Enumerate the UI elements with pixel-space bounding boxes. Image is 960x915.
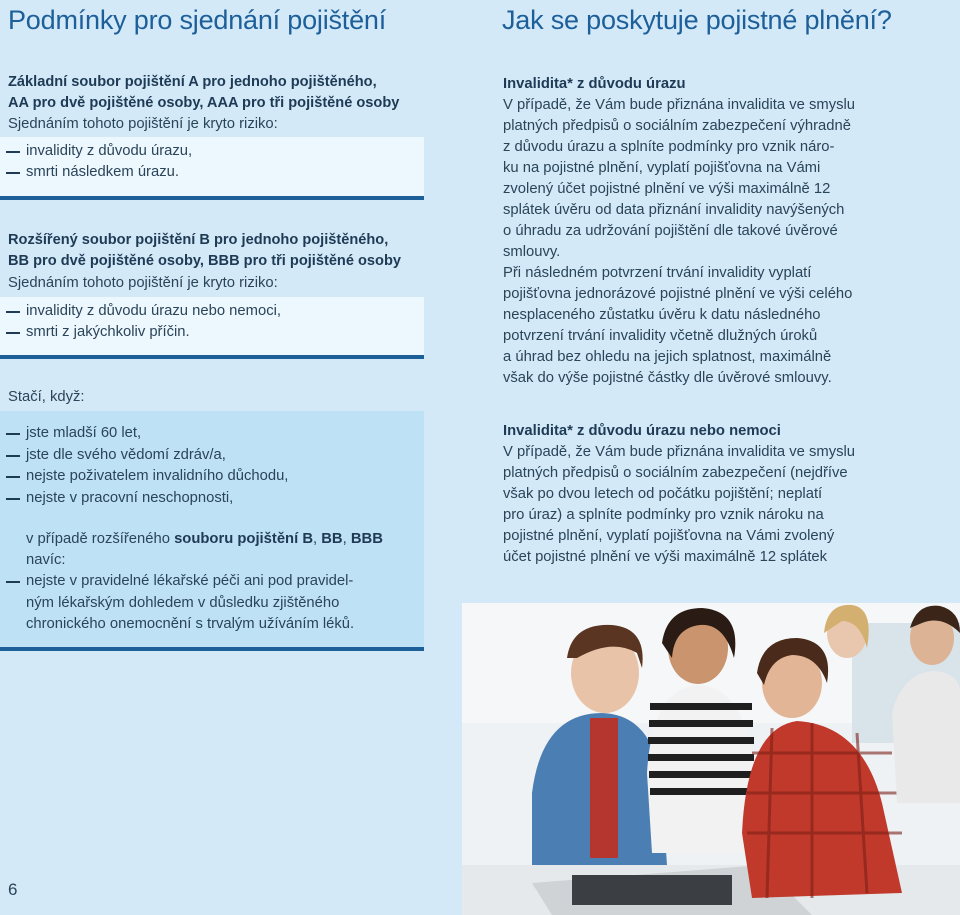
students-photo bbox=[462, 603, 960, 915]
text-line: V případě, že Vám bude přiznána invalidita ve smyslu bbox=[503, 97, 856, 113]
block-a-title bbox=[8, 72, 428, 114]
block-a-list bbox=[0, 137, 424, 196]
dash-bullet bbox=[6, 433, 20, 435]
list-item-text: invalidity z důvodu úrazu, bbox=[26, 143, 193, 159]
text-line: pro úraz) a splníte podmínky pro vznik nároku na bbox=[503, 507, 824, 523]
dash-bullet bbox=[6, 172, 20, 174]
note-bold: souboru pojištění B bbox=[174, 531, 314, 547]
text-line: a úhrad bez ohledu na jejich splatnost, maximálně bbox=[503, 349, 832, 365]
conditions-intro: Stačí, když: bbox=[8, 389, 85, 405]
dash-bullet bbox=[6, 498, 20, 500]
dash-bullet bbox=[6, 581, 20, 583]
list-item-text: invalidity z důvodu úrazu nebo nemoci, bbox=[26, 303, 281, 319]
list-item-text: smrti z jakýchkoliv příčin. bbox=[26, 324, 190, 340]
page-title-left: Podmínky pro sjednání pojištění bbox=[8, 5, 387, 35]
text-line: Při následném potvrzení trvání invalidity vyplatí bbox=[503, 265, 812, 281]
text-line: však do výše pojistné částky dle úvěrové smlouvy. bbox=[503, 370, 832, 386]
text-line: platných předpisů o sociálním zabezpečení (nejdříve bbox=[503, 465, 848, 481]
divider bbox=[0, 355, 424, 359]
dash-bullet bbox=[6, 476, 20, 478]
list-item-line: nejste v pravidelné lékařské péči ani pod pravidel- bbox=[26, 573, 354, 589]
list-item-text: jste dle svého vědomí zdráv/a, bbox=[26, 446, 226, 463]
page-title-right: Jak se poskytuje pojistné plnění? bbox=[502, 5, 892, 35]
list-item bbox=[0, 488, 424, 510]
block-a-title-line: Základní soubor pojištění A pro jednoho pojištěného, bbox=[8, 74, 377, 90]
text-line: V případě, že Vám bude přiznána invalidita ve smyslu bbox=[503, 444, 856, 460]
note-bold: BBB bbox=[350, 531, 383, 547]
text-line: účet pojistné plnění ve výši maximálně 12 splátek bbox=[503, 549, 828, 565]
divider bbox=[0, 647, 424, 651]
block-b-title-line: BB pro dvě pojištěné osoby, BBB pro tři pojištěné osoby bbox=[8, 253, 401, 269]
dash-bullet bbox=[6, 332, 20, 334]
list-item-text: nejste poživatelem invalidního důchodu, bbox=[26, 468, 289, 484]
list-item bbox=[0, 162, 424, 183]
divider bbox=[0, 196, 424, 200]
list-item-line: ným lékařským dohledem v důsledku zjištěného bbox=[26, 594, 340, 611]
list-item bbox=[0, 141, 424, 162]
list-item-line: chronického onemocnění s trvalým užíváním léků. bbox=[26, 616, 355, 632]
text-line: nesplaceného zůstatku úvěru k datu následného bbox=[503, 307, 821, 323]
note-sep: , bbox=[313, 531, 322, 547]
block-b-list bbox=[0, 297, 424, 356]
list-item-text: jste mladší 60 let, bbox=[26, 425, 142, 441]
text-line: zvolený účet pojistné plnění ve výši maximálně 12 bbox=[503, 181, 831, 197]
note-sep: , bbox=[342, 531, 351, 547]
text-line: platných předpisů o sociálním zabezpečení výhradně bbox=[503, 118, 851, 134]
list-item bbox=[0, 445, 424, 467]
block-a-title-line: AA pro dvě pojištěné osoby, AAA pro tři pojištěné osoby bbox=[8, 95, 400, 111]
list-item bbox=[0, 301, 424, 322]
text-line: splátek úvěru od data přiznání invalidity navýšených bbox=[503, 202, 845, 218]
section-illness bbox=[503, 421, 933, 568]
text-line: pojišťovna jednorázové pojistné plnění ve výši celého bbox=[503, 286, 853, 302]
list-item-text: smrti následkem úrazu. bbox=[26, 164, 179, 180]
list-item bbox=[0, 571, 424, 636]
note-text: navíc: bbox=[26, 552, 66, 568]
text-line: z důvodu úrazu a splníte podmínky pro vznik náro- bbox=[503, 139, 835, 155]
dash-bullet bbox=[6, 311, 20, 313]
note-text: v případě rozšířeného bbox=[26, 531, 170, 547]
extended-conditions-note bbox=[26, 529, 424, 571]
text-line: však po dvou letech od počátku pojištění; neplatí bbox=[503, 486, 823, 502]
text-line: potvrzení trvání invalidity včetně dlužných úroků bbox=[503, 328, 818, 344]
text-line: ku na pojistné plnění, vyplatí pojišťovna na Vámi bbox=[503, 160, 821, 176]
dash-bullet bbox=[6, 455, 20, 457]
block-b-title bbox=[8, 230, 428, 272]
conditions-box bbox=[0, 411, 424, 648]
text-line: pojistné plnění, vyplatí pojišťovna na Vámi zvolený bbox=[503, 528, 835, 544]
list-item-text: nejste v pracovní neschopnosti, bbox=[26, 489, 234, 506]
list-item bbox=[0, 423, 424, 445]
section-injury bbox=[503, 74, 933, 389]
section-title: Invalidita* z důvodu úrazu bbox=[503, 76, 686, 92]
block-b-intro: Sjednáním tohoto pojištění je kryto riziko: bbox=[8, 275, 278, 291]
block-a-intro: Sjednáním tohoto pojištění je kryto riziko: bbox=[8, 116, 278, 132]
dash-bullet bbox=[6, 151, 20, 153]
block-b-title-line: Rozšířený soubor pojištění B pro jednoho pojištěného, bbox=[8, 232, 389, 248]
list-item bbox=[0, 466, 424, 488]
list-item bbox=[0, 322, 424, 343]
text-line: smlouvy. bbox=[503, 244, 561, 260]
page-number: 6 bbox=[8, 880, 18, 899]
text-line: o úhradu za udržování pojištění dle takové úvěrové bbox=[503, 223, 838, 239]
note-bold: BB bbox=[321, 531, 343, 547]
section-title: Invalidita* z důvodu úrazu nebo nemoci bbox=[503, 423, 781, 439]
